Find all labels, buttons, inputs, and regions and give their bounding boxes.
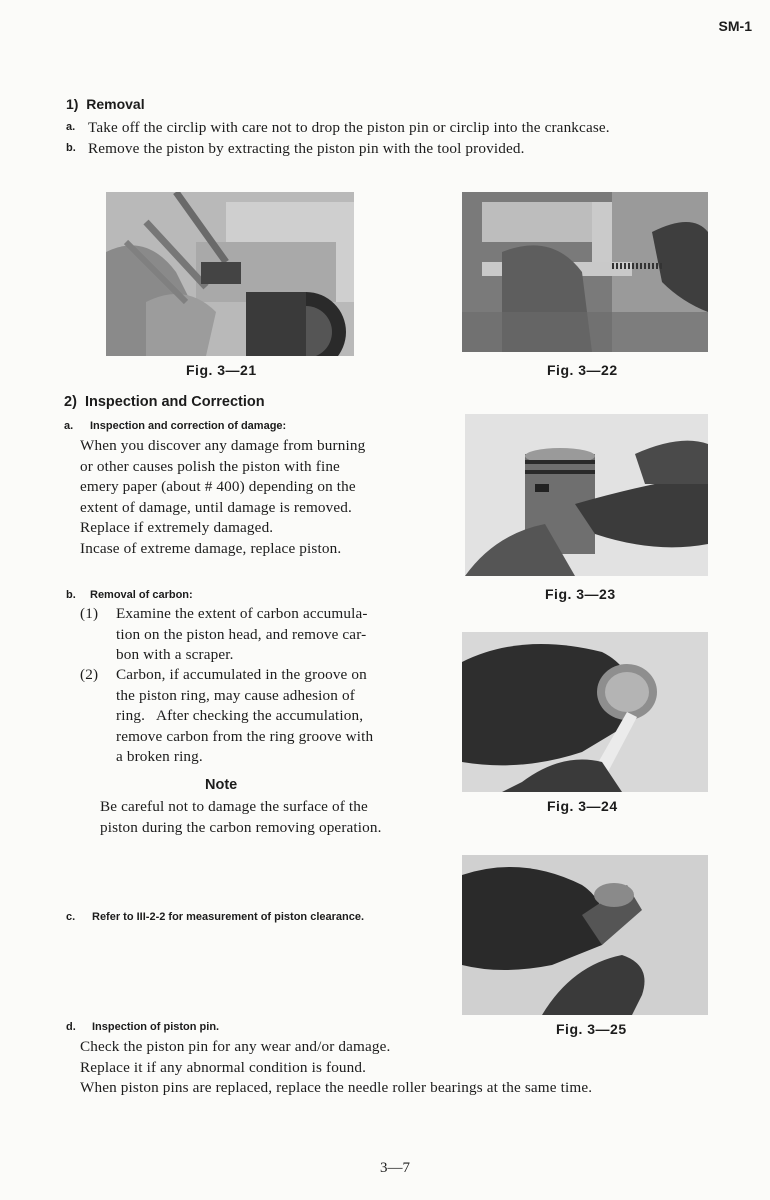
text-line: a broken ring. xyxy=(116,748,203,765)
removal-heading: 1) Removal xyxy=(66,96,145,112)
item-d-title: Inspection of piston pin. xyxy=(92,1021,220,1033)
carbon-step-1 xyxy=(80,604,425,666)
carbon-step-2 xyxy=(80,665,425,768)
item-c-text: Refer to III-2-2 for measurement of piston clearance. xyxy=(92,911,365,923)
item-b-marker: b. xyxy=(66,589,76,601)
removal-text-b: Remove the piston by extracting the piston pin with the tool provided. xyxy=(88,140,525,157)
text-line: Check the piston pin for any wear and/or damage. xyxy=(80,1038,391,1055)
text-line: piston during the carbon removing operation. xyxy=(100,818,382,836)
item-d-paragraph xyxy=(80,1037,740,1099)
text-line: or other causes polish the piston with fine xyxy=(80,457,340,475)
note-title: Note xyxy=(205,777,238,793)
photo-fig-3-24 xyxy=(462,632,708,792)
fig-3-21-caption: Fig. 3—21 xyxy=(186,362,257,378)
text-line: remove carbon from the ring groove with xyxy=(116,727,374,745)
photo-fig-3-23 xyxy=(465,414,708,576)
inspection-heading: 2) Inspection and Correction xyxy=(64,394,265,410)
text-line: the piston ring, may cause adhesion of xyxy=(116,686,355,704)
page-number: 3—7 xyxy=(380,1160,410,1176)
text-line: bon with a scraper. xyxy=(116,646,234,663)
photo-fig-3-21 xyxy=(106,192,354,356)
text-line: tion on the piston head, and remove car- xyxy=(116,625,367,643)
page-code: SM-1 xyxy=(718,18,752,34)
item-a-marker: a. xyxy=(64,420,74,432)
note-text xyxy=(100,797,430,838)
removal-text-a: Take off the circlip with care not to drop the piston pin or circlip into the crankcase. xyxy=(88,119,610,136)
item-d-marker: d. xyxy=(66,1021,76,1033)
fig-3-22-caption: Fig. 3—22 xyxy=(547,362,618,378)
step-number: (1) xyxy=(80,605,99,622)
text-line: When piston pins are replaced, replace the needle roller bearings at the same time. xyxy=(80,1079,593,1096)
text-line: Replace it if any abnormal condition is found. xyxy=(80,1058,367,1076)
photo-fig-3-25 xyxy=(462,855,708,1015)
text-line: Incase of extreme damage, replace piston. xyxy=(80,539,342,557)
item-a-paragraph xyxy=(80,436,425,559)
item-a-title: Inspection and correction of damage: xyxy=(90,420,287,432)
text-line: extent of damage, until damage is removed. xyxy=(80,498,352,516)
fig-3-23-caption: Fig. 3—23 xyxy=(545,586,616,602)
text-line: Be careful not to damage the surface of the xyxy=(100,798,368,815)
item-c-marker: c. xyxy=(66,911,76,923)
text-line: emery paper (about # 400) depending on the xyxy=(80,478,356,495)
text-line: When you discover any damage from burning xyxy=(80,437,366,454)
text-line: Replace if extremely damaged. xyxy=(80,519,274,536)
text-line: ring. After checking the accumulation, xyxy=(116,707,364,724)
photo-fig-3-22 xyxy=(462,192,708,352)
step-number: (2) xyxy=(80,666,99,683)
fig-3-25-caption: Fig. 3—25 xyxy=(556,1021,627,1037)
item-marker: b. xyxy=(66,142,76,154)
text-line: Carbon, if accumulated in the groove on xyxy=(116,666,367,683)
item-b-title: Removal of carbon: xyxy=(90,589,193,601)
item-marker: a. xyxy=(66,121,76,133)
text-line: Examine the extent of carbon accumula- xyxy=(116,605,368,622)
fig-3-24-caption: Fig. 3—24 xyxy=(547,798,618,814)
